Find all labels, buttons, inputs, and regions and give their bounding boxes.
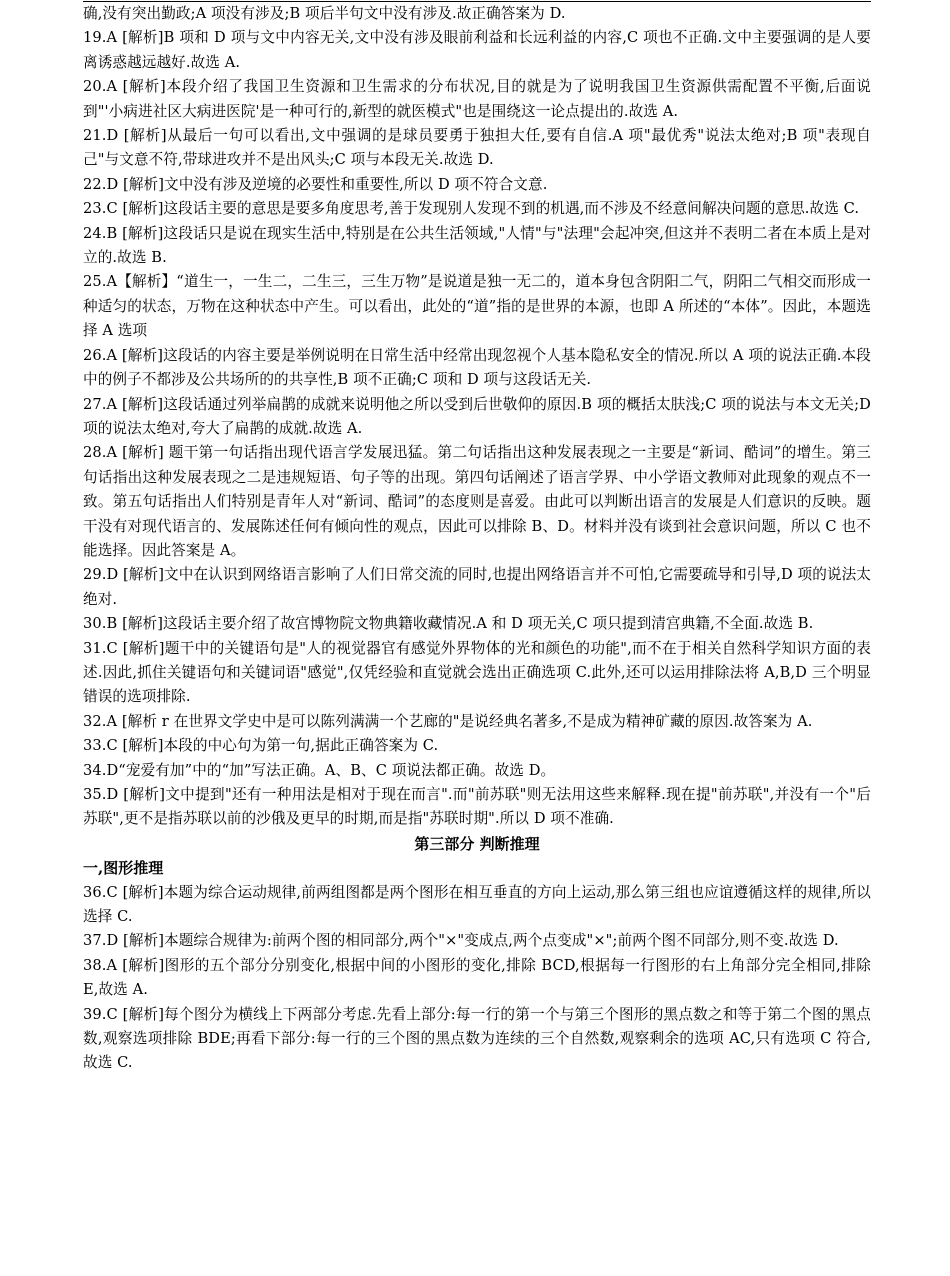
answer-34: 34.D“宠爱有加”中的“加”写法正确。A、B、C 项说法都正确。故选 D。 [83, 761, 556, 779]
answer-20: 20.A [解析]本段介绍了我国卫生资源和卫生需求的分布状况,目的就是为了说明我国卫生资源供需配置不平衡,后面说到"'小病进社区大病进医院'是一种可行的,新型的就医模式"也是围绕这一论点提出的.故选 A. [83, 78, 871, 120]
answer-32: 32.A [解析 r 在世界文学史中是可以陈列满满一个艺廊的"是说经典名著多,不是成为精神矿藏的原因.故答案为 A. [83, 712, 813, 730]
answer-24: 24.B [解析]这段话只是说在现实生活中,特别是在公共生活领域,"人情"与"法理"会起冲突,但这并不表明二者在本质上是对立的.故选 B. [83, 224, 871, 267]
answer-31: 31.C [解析]题干中的关键语句是"人的视觉器官有感觉外界物体的光和颜色的功能",而不在于相关自然科学知识方面的表述.因此,抓住关键语句和关键词语"感觉",仅凭经验和直觉就会选出正确选项 C.此外,还可以运用排除法将 A,B,D 三个明显错误的选项排除. [83, 639, 871, 706]
answer-36: 36.C [解析]本题为综合运动规律,前两组图都是两个图形在相互垂直的方向上运动,那么第三组也应谊遵循这样的规律,所以选择 C. [83, 883, 871, 926]
answer-33: 33.C [解析]本段的中心句为第一句,据此正确答案为 C. [83, 737, 439, 755]
answer-21: 21.D [解析]从最后一句可以看出,文中强调的是球员要勇于独担大任,要有自信.A 项"最优秀"说法太绝对;B 项"表现自己"与文意不符,带球进攻并不是出风头;C 项与本段无关.故选 D. [83, 127, 871, 169]
answer-23: 23.C [解析]这段话主要的意思是要多角度思考,善于发现别人发现不到的机遇,而不涉及不经意间解决问题的意思.故选 C. [83, 200, 860, 218]
answer-25: 25.A【解析】“道生一，一生二，二生三，三生万物”是说道是独一无二的，道本身包含阴阳二气，阴阳二气相交而形成一种适匀的状态，万物在这种状态中产生。可以看出，此处的“道”指的是世界的本源，也即 A 所述的“本体”。因此，本题选择 A 选项 [83, 273, 871, 340]
answer-26: 26.A [解析]这段话的内容主要是举例说明在日常生活中经常出现忽视个人基本隐私安全的情况.所以 A 项的说法正确.本段中的例子不都涉及公共场所的的共享性,B 项不正确;C 项和 D 项与这段话无关. [83, 346, 871, 389]
answer-27: 27.A [解析]这段话通过列举扁鹊的成就来说明他之所以受到后世敬仰的原因.B 项的概括太肤浅;C 项的说法与本文无关;D 项的说法太绝对,夸大了扁鹊的成就.故选 A. [83, 395, 871, 437]
subsection-title: 一,图形推理 [83, 859, 164, 878]
answer-28: 28.A [解析] 题干第一句话指出现代语言学发展迅猛。第二句话指出这种发展表现之一主要是“新词、酷词”的增生。第三句话指出这种发展表现之二是违规短语、句子等的出现。第四句话阐述了语言学界、中小学语文教师对此现象的观点不一致。第五句话指出人们特别是青年人对“新词、酷词”的态度则是喜爱。由此可以判断出语言的发展是人们意识的反映。题干没有对现代语言的、发展陈述任何有倾向性的观点，因此可以排除 B、D。材料并没有谈到社会意识问题，所以 C 也不能选择。因此答案是 A。 [83, 444, 871, 559]
answer-22: 22.D [解析]文中没有涉及逆境的必要性和重要性,所以 D 项不符合文意. [83, 175, 548, 193]
section-title: 第三部分 判断推理 [414, 834, 540, 853]
answer-18-continued: 确,没有突出勤政;A 项没有涉及;B 项后半句文中没有涉及.故正确答案为 D. [83, 5, 566, 22]
answer-35: 35.D [解析]文中提到"还有一种用法是相对于现在而言".而"前苏联"则无法用这些来解释.现在提"前苏联",并没有一个"后苏联",更不是指苏联以前的沙俄及更早的时期,而是指"苏联时期".所以 D 项不准确. [83, 786, 871, 828]
answer-39: 39.C [解析]每个图分为横线上下两部分考虑.先看上部分:每一行的第一个与第三个图形的黑点数之和等于第二个图的黑点数,观察选项排除 BDE;再看下部分:每一行的三个图的黑点数为连续的三个自然数,观察剩余的选项 AC,只有选项 C 符合,故选 C. [83, 1005, 871, 1072]
answer-19: 19.A [解析]B 项和 D 项与文中内容无关,文中没有涉及眼前利益和长远利益的内容,C 项也不正确.文中主要强调的是人要离诱惑越远越好.故选 A. [83, 29, 871, 71]
answer-30: 30.B [解析]这段话主要介绍了故宫博物院文物典籍收藏情况.A 和 D 项无关,C 项只提到清宫典籍,不全面.故选 B. [83, 615, 814, 633]
answer-37: 37.D [解析]本题综合规律为:前两个图的相同部分,两个"×"变成点,两个点变成"×";前两个图不同部分,则不变.故选 D. [83, 932, 839, 950]
answer-29: 29.D [解析]文中在认识到网络语言影响了人们日常交流的同时,也提出网络语言并不可怕,它需要疏导和引导,D 项的说法太绝对. [83, 566, 871, 608]
answer-38: 38.A [解析]图形的五个部分分别变化,根据中间的小图形的变化,排除 BCD,根据每一行图形的右上角部分完全相同,排除 E,故选 A. [83, 956, 871, 999]
answer-explanations-page [83, 0, 871, 1076]
